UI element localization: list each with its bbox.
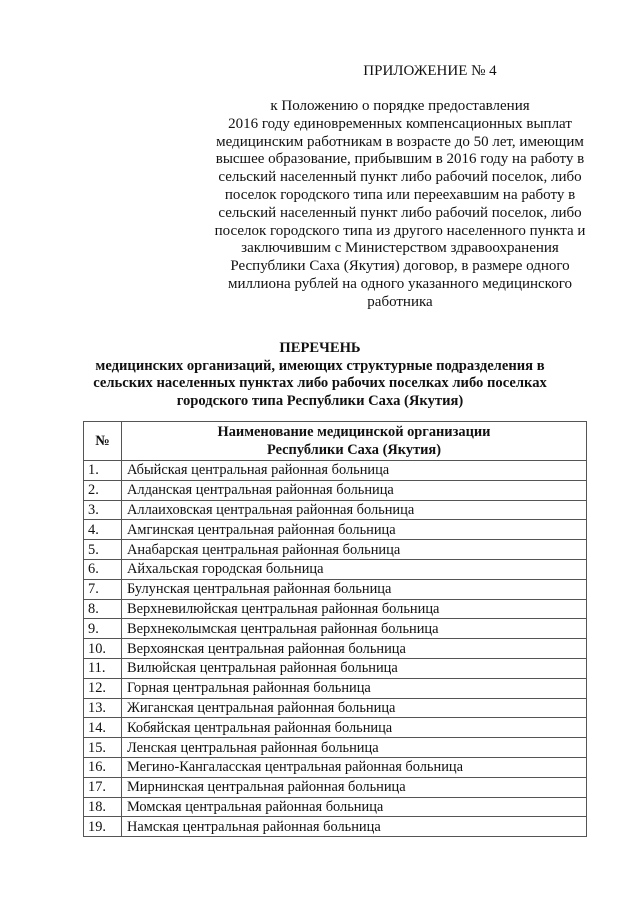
organization-name: Анабарская центральная районная больница [122, 540, 587, 560]
appendix-line: Республики Саха (Якутия) договор, в размере одного [230, 258, 570, 275]
row-number: 7. [84, 579, 122, 599]
table-row [84, 718, 587, 738]
list-heading-line: медицинских организаций, имеющих структурные подразделения в [95, 357, 545, 374]
list-heading-line: городского типа Республики Саха (Якутия) [176, 392, 464, 409]
table-row [84, 540, 587, 560]
column-header-number: № [84, 422, 122, 461]
table-row [84, 559, 587, 579]
appendix-line: 2016 году единовременных компенсационных выплат [228, 115, 572, 132]
column-header-name-line2: Республики Саха (Якутия) [266, 442, 442, 458]
table-row [84, 619, 587, 639]
table-header-row [84, 422, 587, 461]
organization-name: Верхневилюйская центральная районная больница [122, 599, 587, 619]
row-number: 2. [84, 480, 122, 500]
row-number: 16. [84, 757, 122, 777]
row-number: 15. [84, 738, 122, 758]
organizations-table [83, 421, 587, 837]
table-row [84, 579, 587, 599]
organization-name: Амгинская центральная районная больница [122, 520, 587, 540]
appendix-line: поселок городского типа из другого населенного пункта и [214, 222, 586, 239]
organization-name: Намская центральная районная больница [122, 817, 587, 837]
row-number: 4. [84, 520, 122, 540]
list-heading-title: ПЕРЕЧЕНЬ [279, 340, 361, 356]
organization-name: Мирнинская центральная районная больница [122, 777, 587, 797]
organization-name: Мегино-Кангаласская центральная районная больница [122, 757, 587, 777]
table-row [84, 500, 587, 520]
organization-name: Абыйская центральная районная больница [122, 461, 587, 481]
appendix-reference-text [200, 98, 600, 312]
organization-name: Булунская центральная районная больница [122, 579, 587, 599]
row-number: 6. [84, 559, 122, 579]
appendix-line: заключившим с Министерством здравоохранения [241, 240, 559, 257]
organization-name: Вилюйская центральная районная больница [122, 658, 587, 678]
table-row [84, 797, 587, 817]
row-number: 8. [84, 599, 122, 619]
table-row [84, 639, 587, 659]
table-row [84, 757, 587, 777]
row-number: 19. [84, 817, 122, 837]
row-number: 9. [84, 619, 122, 639]
column-header-name [122, 422, 587, 461]
table-row [84, 817, 587, 837]
row-number: 12. [84, 678, 122, 698]
organization-name: Аллаиховская центральная районная больница [122, 500, 587, 520]
organization-name: Алданская центральная районная больница [122, 480, 587, 500]
appendix-line: сельский населенный пункт либо рабочий поселок, либо [218, 169, 582, 186]
row-number: 10. [84, 639, 122, 659]
row-number: 13. [84, 698, 122, 718]
column-header-name-line1: Наименование медицинской организации [217, 424, 491, 440]
appendix-line: поселок городского типа или переехавшим на работу в [224, 186, 576, 203]
table-row [84, 678, 587, 698]
table-row [84, 599, 587, 619]
list-heading-line: сельских населенных пунктах либо рабочих поселках либо поселках [93, 375, 547, 392]
table-row [84, 520, 587, 540]
row-number: 17. [84, 777, 122, 797]
organization-name: Жиганская центральная районная больница [122, 698, 587, 718]
row-number: 3. [84, 500, 122, 520]
row-number: 18. [84, 797, 122, 817]
table-row [84, 461, 587, 481]
organization-name: Верхоянская центральная районная больница [122, 639, 587, 659]
appendix-line: миллиона рублей на одного указанного медицинского [228, 275, 572, 292]
appendix-line: к Положению о порядке предоставления [270, 98, 530, 114]
list-heading [60, 340, 580, 410]
row-number: 1. [84, 461, 122, 481]
organization-name: Верхнеколымская центральная районная больница [122, 619, 587, 639]
organization-name: Момская центральная районная больница [122, 797, 587, 817]
row-number: 14. [84, 718, 122, 738]
organization-name: Горная центральная районная больница [122, 678, 587, 698]
table-row [84, 658, 587, 678]
table-row [84, 738, 587, 758]
organization-name: Кобяйская центральная районная больница [122, 718, 587, 738]
appendix-line: медицинским работникам в возрасте до 50 лет, имеющим [216, 133, 584, 150]
appendix-line: сельский населенный пункт либо рабочий поселок, либо [218, 204, 582, 221]
organization-name: Ленская центральная районная больница [122, 738, 587, 758]
table-row [84, 777, 587, 797]
organization-name: Айхальская городская больница [122, 559, 587, 579]
appendix-line: работника [367, 293, 433, 310]
appendix-title: ПРИЛОЖЕНИЕ № 4 [363, 63, 497, 79]
table-row [84, 698, 587, 718]
appendix-line: высшее образование, прибывшим в 2016 году на работу в [215, 151, 585, 168]
row-number: 5. [84, 540, 122, 560]
row-number: 11. [84, 658, 122, 678]
table-row [84, 480, 587, 500]
